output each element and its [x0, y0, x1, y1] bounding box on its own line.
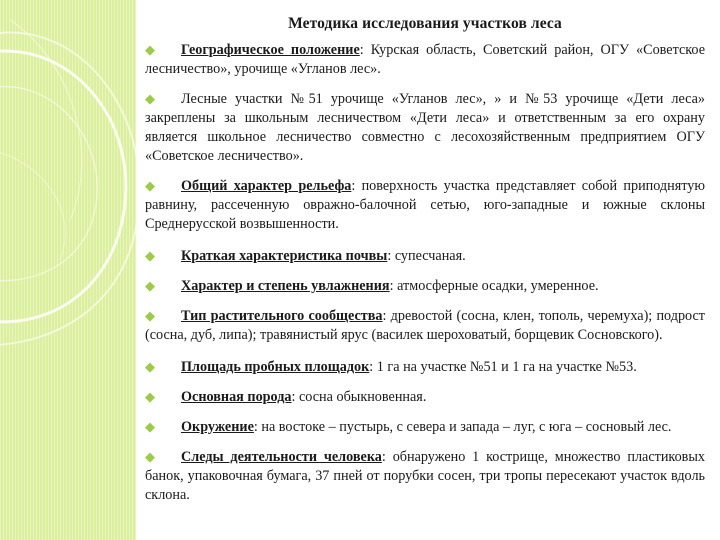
list-item — [145, 447, 705, 505]
item-text: : Курская область, Советский район, ОГУ «Советское лесничество», урочище «Угланов лес». — [145, 42, 705, 77]
item-term: Основная порода — [181, 389, 292, 405]
bullet-icon: ◆ — [145, 91, 155, 106]
document-page — [145, 12, 705, 532]
item-text: : поверхность участка представляет собой приподнятую равнину, рассеченную овражно-балочной сетью, юго-западные и южные склоны Среднерусской возвышенности. — [145, 178, 705, 232]
list-item — [145, 306, 705, 345]
list-item — [145, 40, 705, 79]
bullet-icon: ◆ — [145, 449, 155, 464]
bullet-icon: ◆ — [145, 308, 155, 323]
list-item — [145, 276, 705, 296]
list-item — [145, 417, 705, 437]
item-text: : супесчаная. — [387, 248, 466, 264]
item-term: Окружение — [181, 419, 254, 435]
item-list — [145, 40, 705, 505]
bullet-icon: ◆ — [145, 42, 155, 57]
list-item — [145, 357, 705, 377]
item-term: Следы деятельности человека — [181, 449, 382, 465]
page-title: Методика исследования участков леса — [288, 15, 562, 32]
item-text: : 1 га на участке №51 и 1 га на участке №53. — [369, 359, 637, 375]
decorative-side-panel — [0, 0, 136, 540]
item-term: Краткая характеристика почвы — [181, 248, 388, 264]
item-text: : сосна обыкновенная. — [291, 389, 427, 405]
bullet-icon: ◆ — [145, 248, 155, 263]
bullet-icon: ◆ — [145, 359, 155, 374]
item-term: Характер и степень увлажнения — [181, 278, 390, 294]
item-term: Площадь пробных площадок — [181, 359, 370, 375]
list-item — [145, 176, 705, 234]
item-text: : атмосферные осадки, умеренное. — [389, 278, 599, 294]
item-text: : на востоке – пустырь, с севера и запада – луг, с юга – сосновый лес. — [253, 419, 672, 435]
item-term: Тип растительного сообщества — [181, 308, 383, 324]
list-item — [145, 89, 705, 166]
list-item — [145, 246, 705, 266]
bullet-icon: ◆ — [145, 278, 155, 293]
bullet-icon: ◆ — [145, 419, 155, 434]
item-term: Географическое положение — [181, 42, 360, 58]
item-text: : обнаружено 1 кострище, множество пластиковых банок, упаковочная бумага, 37 пней от порубки сосен, три тропы пересекают участок вдоль склона. — [145, 449, 705, 503]
item-term: Общий характер рельефа — [181, 178, 352, 194]
bullet-icon: ◆ — [145, 389, 155, 404]
decorative-swirl-graphic — [0, 0, 136, 540]
bullet-icon: ◆ — [145, 178, 155, 193]
item-text: Лесные участки №51 урочище «Угланов лес», » и №53 урочище «Дети леса» закреплены за школьным лесничеством «Дети леса» и ответственным за его охрану является школьное лесничество совместно с лесохозяйственным предприятием ОГУ «Советское лесничество». — [145, 91, 705, 164]
list-item — [145, 387, 705, 407]
item-text: : древостой (сосна, клен, тополь, черемуха); подрост (сосна, дуб, липа); травянистый ярус (василек шероховатый, борщевик Сосновского). — [145, 308, 705, 343]
